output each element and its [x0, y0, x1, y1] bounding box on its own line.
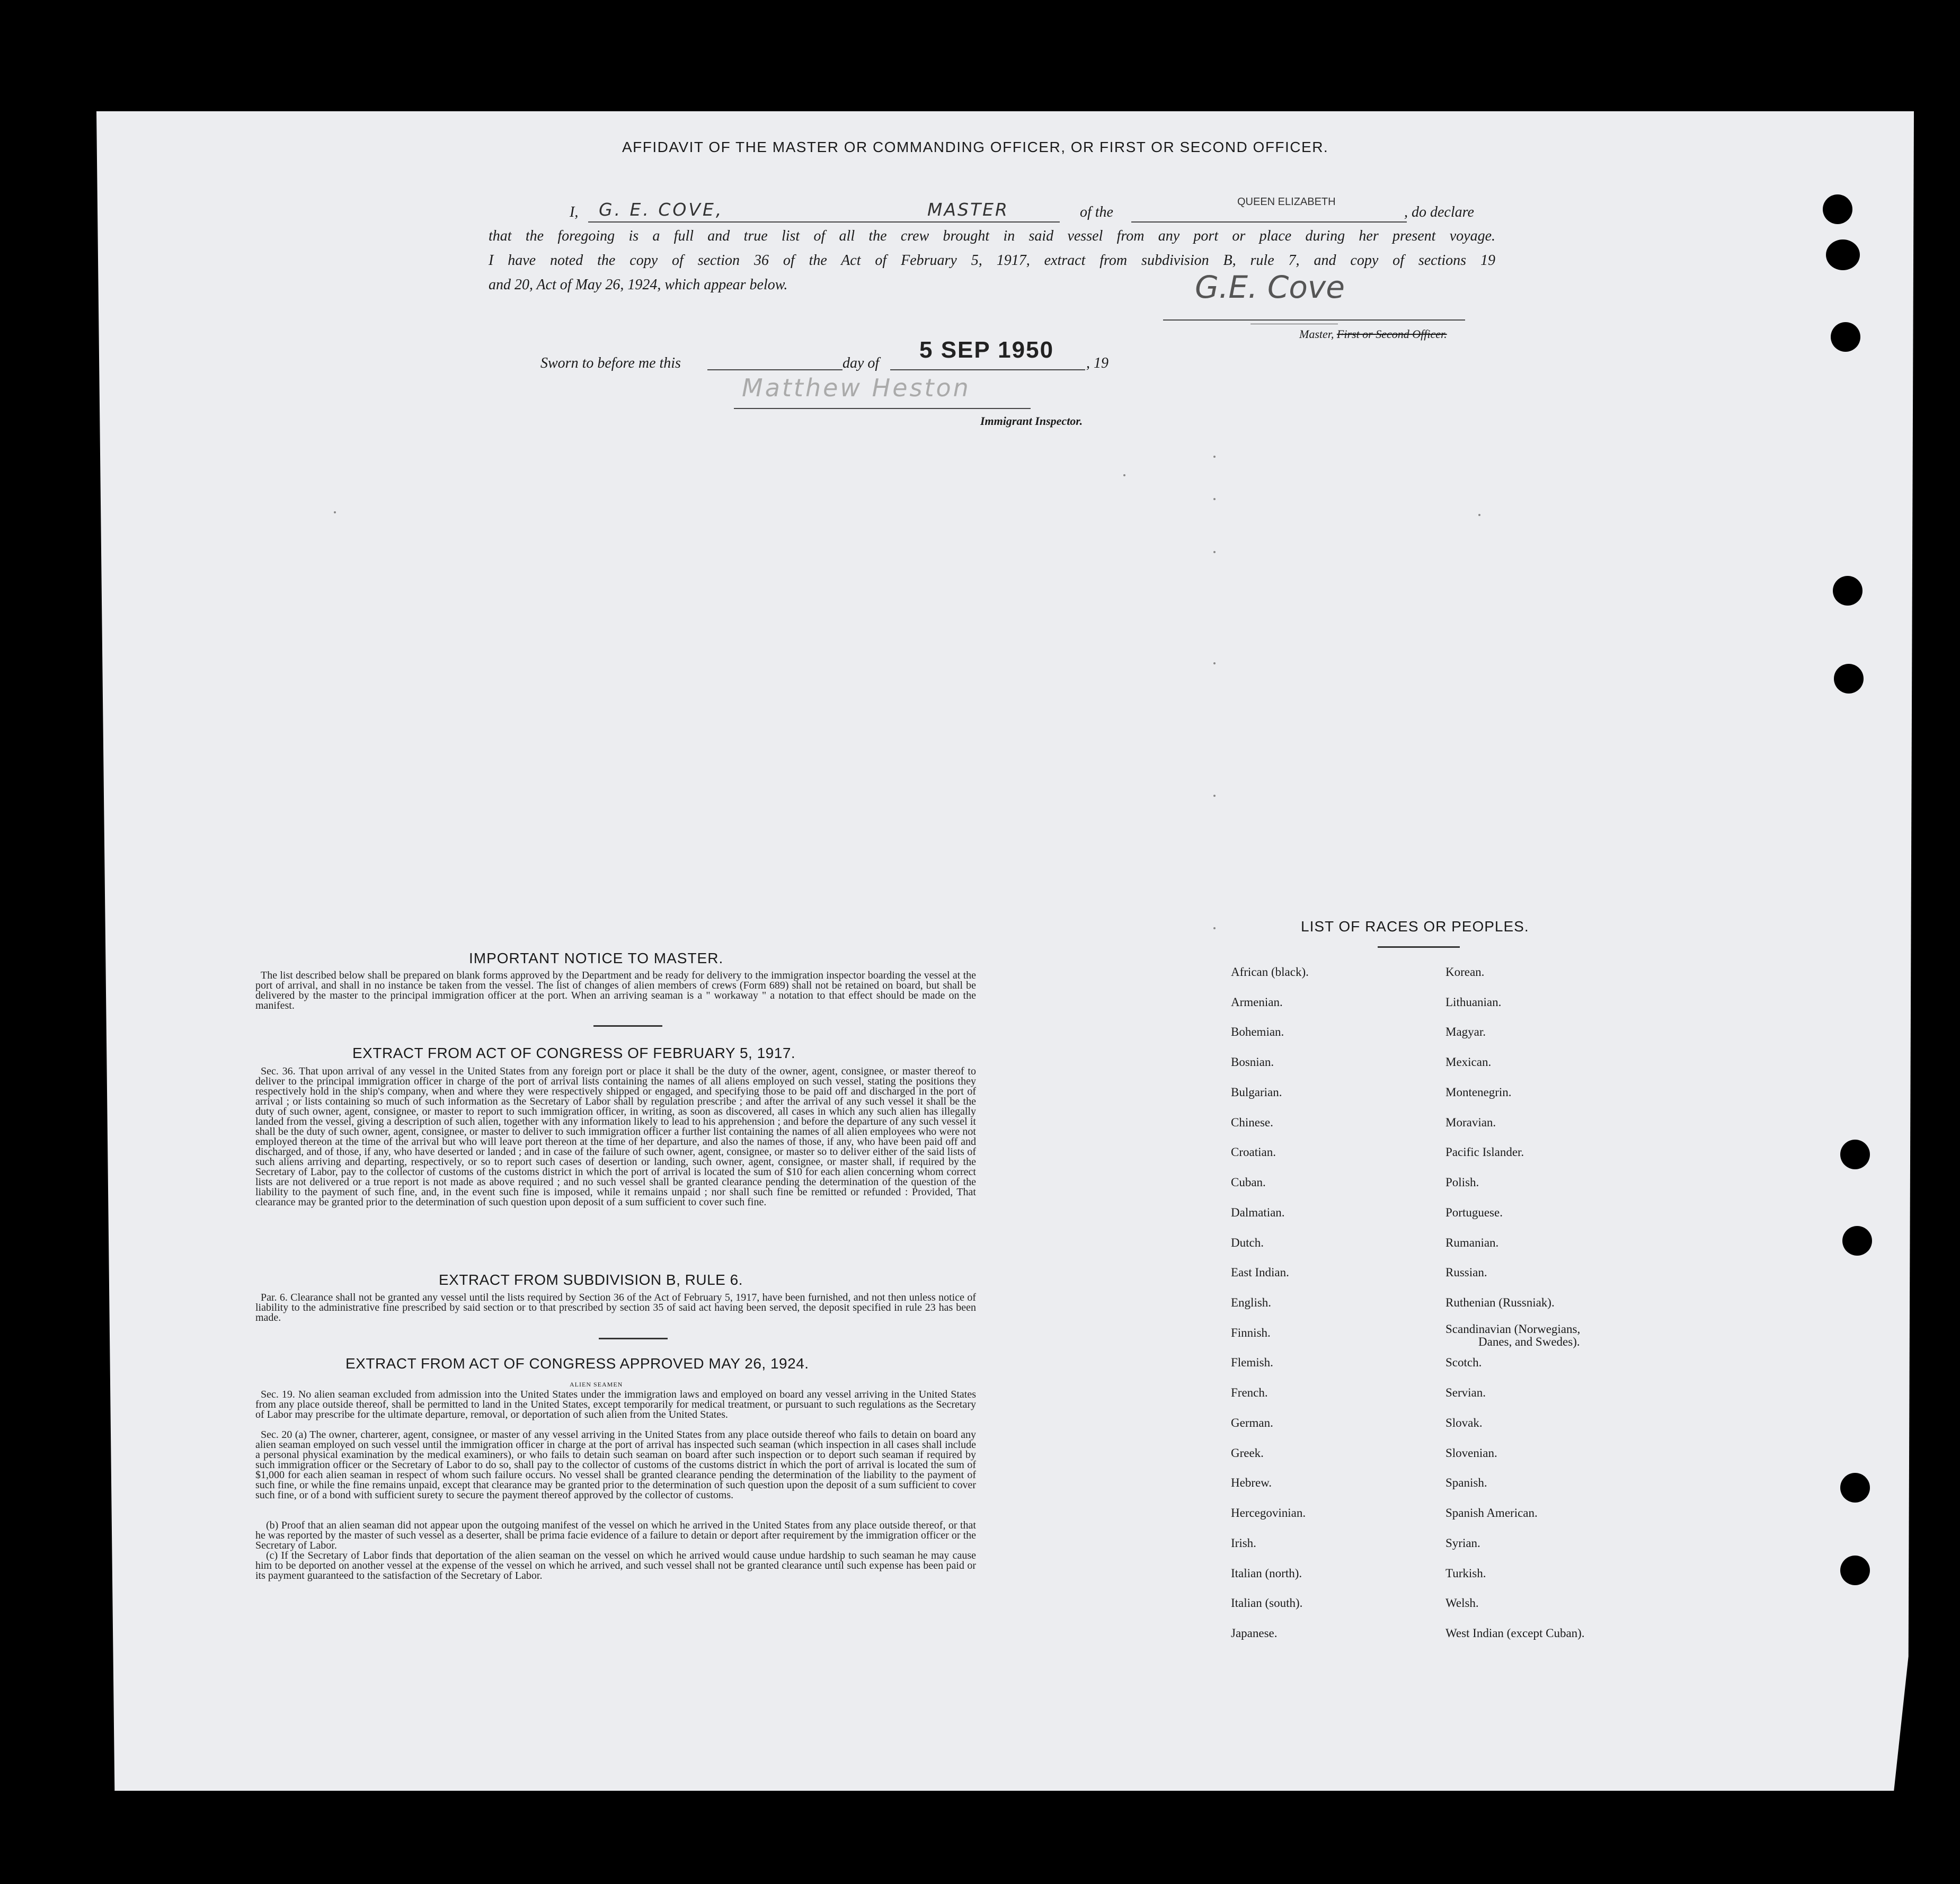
guide-dot: [1213, 662, 1216, 664]
race-right: Lithuanian.: [1445, 996, 1502, 1009]
guide-dot: [1478, 514, 1480, 516]
guide-dot: [1213, 456, 1216, 458]
race-left: English.: [1231, 1296, 1272, 1309]
date-stamp: 5 SEP 1950: [919, 337, 1054, 363]
race-right: Scandinavian (Norwegians,: [1445, 1322, 1581, 1336]
race-right: West Indian (except Cuban).: [1445, 1627, 1585, 1640]
notice-title: IMPORTANT NOTICE TO MASTER.: [469, 950, 724, 966]
extract-rule6-title: EXTRACT FROM SUBDIVISION B, RULE 6.: [439, 1272, 743, 1288]
guide-dot: [1123, 474, 1125, 476]
affidavit-line-4: and 20, Act of May 26, 1924, which appear below.: [489, 277, 788, 293]
race-right: Turkish.: [1445, 1567, 1486, 1580]
punch-hole: [1842, 1226, 1872, 1256]
race-left: Italian (north).: [1231, 1567, 1302, 1580]
race-left: East Indian.: [1231, 1266, 1289, 1279]
extract-1924-p1: Sec. 19. No alien seaman excluded from admission into the United States under the immigration laws and employed on board any vessel arriving in the United States from any place outside thereof, shall be permitted to land in the United States, except temporarily for medical treatment, or pursuant to such regulations as the Secretary of Labor may prescribe for the ultimate departure, removal, or deportation of such alien from the United States.: [255, 1389, 976, 1420]
sworn-date-line: [890, 369, 1085, 370]
race-right: Spanish.: [1445, 1476, 1487, 1489]
punch-hole: [1840, 1140, 1870, 1169]
signer-caption: [1299, 327, 1447, 341]
race-right: Slovak.: [1445, 1416, 1483, 1429]
sworn-day-line: [707, 369, 842, 370]
extract-1924-p2: Sec. 20 (a) The owner, charterer, agent, consignee, or master of any vessel arriving in the United States from any place outside thereof who fails to detain on board any alien seaman employed on such vessel until the immigration officer in charge at the port of arrival has inspected such seaman (which inspection in all cases shall include a personal physical examination by the medical examiners), or who fails to detain such seaman on board after such inspection or to deport such seaman if required by such immigration officer or the Secretary of Labor to do so, shall pay to the collector of customs of the customs district in which the port of arrival is located the sum of $1,000 for each alien seaman in respect of whom such failure occurs. No vessel shall be granted clearance pending the determination of the liability to the payment of such fine, or while the fine remains unpaid, except that clearance may be granted prior to the determination of such question upon the deposit of a sum sufficient to cover such fine, or of a bond with sufficient surety to secure the payment thereof approved by the collector of customs.: [255, 1429, 976, 1501]
guide-dot: [1213, 927, 1216, 929]
divider: [593, 1025, 662, 1027]
affidavit-heading: AFFIDAVIT OF THE MASTER OR COMMANDING OFFICER, OR FIRST OR SECOND OFFICER.: [622, 139, 1329, 155]
race-right-continued: Danes, and Swedes).: [1478, 1335, 1580, 1348]
punch-hole: [1826, 239, 1860, 270]
race-left: Hebrew.: [1231, 1476, 1272, 1489]
race-left: Croatian.: [1231, 1145, 1276, 1159]
master-caption: Master,: [1299, 327, 1334, 341]
punch-hole: [1831, 322, 1860, 352]
punch-hole: [1833, 576, 1863, 606]
race-right: Servian.: [1445, 1386, 1486, 1399]
punch-hole: [1834, 664, 1864, 694]
guide-dot: [1213, 551, 1216, 553]
alien-seamen-subtitle: ALIEN SEAMEN: [570, 1381, 623, 1388]
race-right: Magyar.: [1445, 1025, 1486, 1038]
master-name: G. E. COVE,: [599, 199, 724, 220]
race-left: Bulgarian.: [1231, 1086, 1282, 1099]
race-left: Chinese.: [1231, 1116, 1273, 1129]
race-left: Finnish.: [1231, 1326, 1271, 1339]
race-left: Greek.: [1231, 1446, 1264, 1460]
affidavit-of-the: of the: [1080, 204, 1113, 220]
extract-1917-body: Sec. 36. That upon arrival of any vessel in the United States from any foreign port or place it shall be the duty of the owner, agent, consignee, or master thereof to deliver to the principal immigration officer in charge of the port of arrival lists containing the names of all aliens employed on such vessel, stating the positions they respectively hold in the ship's company, when and where they were respectively shipped or engaged, and specifying those to be paid off and discharged in the port of arrival ; or lists containing so much of such information as the Secretary of Labor shall by regulation prescribe ; and after the arrival of any such vessel it shall be the duty of such owner, agent, consignee, or master to report to such immigration officer, in writing, as soon as discovered, all cases in which any such alien has illegally landed from the vessel, giving a description of such alien, together with any information likely to lead to his apprehension ; and before the departure of any such vessel it shall be the duty of such owner, agent, consignee, or master to deliver to such immigration officer a further list containing the names of all alien employees who were not employed thereon at the time of the arrival but who will leave port thereon at the time of her departure, and also the names of those, if any, who have been paid off and discharged, and of those, if any, who have deserted or landed ; and in case of the failure of such owner, agent, consignee, or master so to deliver either of the said lists of such aliens arriving and departing, respectively, or so to report such cases of desertion or landing, such owner, agent, consignee, or master shall, if required by the Secretary of Labor, pay to the collector of customs of the customs district in which the port of arrival is located the sum of $10 for each alien concerning whom correct lists are not delivered or a true report is not made as above required ; and no such vessel shall be granted clearance pending the determination of the question of the liability to the payment of such fine, and, in the event such fine is imposed, while it remains unpaid ; nor shall such fine be remitted or refunded : Provided, That clearance may be granted prior to the determination of such question upon deposit of a sum sufficient to cover such fine.: [255, 1065, 976, 1208]
race-right: Mexican.: [1445, 1055, 1492, 1069]
race-left: French.: [1231, 1386, 1268, 1399]
race-left: Japanese.: [1231, 1627, 1278, 1640]
race-right: Ruthenian (Russniak).: [1445, 1296, 1555, 1309]
race-right: Moravian.: [1445, 1116, 1496, 1129]
races-title: LIST OF RACES OR PEOPLES.: [1301, 918, 1529, 935]
race-left: Bohemian.: [1231, 1025, 1284, 1038]
struck-caption: First or Second Officer.: [1336, 327, 1447, 341]
signature-line: [1163, 319, 1465, 321]
affidavit-i: I,: [570, 204, 579, 220]
extract-1924-p3: (b) Proof that an alien seaman did not appear upon the outgoing manifest of the vessel on which he arrived in the United States from any place outside thereof, or that he was reported by the master of such vessel as a deserter, shall be prima facie evidence of a failure to detain or deport after requirement by the immigration officer or the Secretary of Labor.: [255, 1519, 976, 1551]
punch-hole: [1840, 1473, 1870, 1503]
race-left: Flemish.: [1231, 1356, 1273, 1369]
divider: [1378, 946, 1460, 948]
race-left: Dutch.: [1231, 1236, 1264, 1249]
punch-hole: [1840, 1556, 1870, 1585]
extract-1924-p4: (c) If the Secretary of Labor finds that deportation of the alien seaman on the vessel on which he arrived would cause undue hardship to such seaman he may cause him to be deported on another vessel at the expense of the vessel on which he arrived, and such vessel shall not be granted clearance until such expense has been paid or its payment guaranteed to the satisfaction of the Secretary of Labor.: [255, 1550, 976, 1581]
race-left: Italian (south).: [1231, 1596, 1303, 1610]
race-right: Syrian.: [1445, 1536, 1480, 1550]
race-right: Korean.: [1445, 965, 1485, 979]
race-right: Portuguese.: [1445, 1206, 1503, 1219]
master-signature: G.E. Cove: [1195, 269, 1345, 305]
race-left: German.: [1231, 1416, 1273, 1429]
sworn-text: Sworn to before me this: [540, 355, 681, 371]
race-right: Rumanian.: [1445, 1236, 1499, 1249]
race-right: Montenegrin.: [1445, 1086, 1512, 1099]
race-left: Dalmatian.: [1231, 1206, 1285, 1219]
guide-dot: [1213, 795, 1216, 797]
sworn-year: , 19: [1086, 355, 1108, 371]
affidavit-declare: , do declare: [1404, 204, 1474, 220]
sworn-day-of: day of: [842, 355, 880, 371]
vessel-line: [1131, 221, 1407, 223]
notice-body: The list described below shall be prepared on blank forms approved by the Department and be ready for delivery to the immigration inspector boarding the vessel at the port of arrival, and shall in no instance be taken from the vessel. The list of changes of alien members of crews (Form 689) shall not be retained on board, but shall be delivered by the master to the principal immigration officer at the port. When an arriving seaman is a " workaway " a notation to that effect should be made on the manifest.: [255, 970, 976, 1011]
race-right: Welsh.: [1445, 1596, 1479, 1610]
race-left: Bosnian.: [1231, 1055, 1274, 1069]
extract-1924-title: EXTRACT FROM ACT OF CONGRESS APPROVED MAY 26, 1924.: [345, 1355, 809, 1372]
race-left: Irish.: [1231, 1536, 1256, 1550]
race-left: Armenian.: [1231, 996, 1283, 1009]
race-left: African (black).: [1231, 965, 1309, 979]
race-right: Scotch.: [1445, 1356, 1482, 1369]
extract-rule6-body: Par. 6. Clearance shall not be granted any vessel until the lists required by Section 36 of the Act of February 5, 1917, have been furnished, and not then unless notice of liability to the administrative fine prescribed by said section or to that prescribed by section 35 of said act having been served, the deposit specified in rule 23 has been made.: [255, 1292, 976, 1323]
affidavit-line-2: that the foregoing is a full and true list of all the crew brought in said vessel from any port or place during her present voyage.: [489, 228, 1495, 244]
guide-dot: [334, 511, 336, 513]
race-right: Pacific Islander.: [1445, 1145, 1524, 1159]
master-rank: MASTER: [927, 199, 1009, 220]
inspector-line: [734, 408, 1031, 409]
vessel-name: QUEEN ELIZABETH: [1237, 196, 1336, 208]
extract-1917-title: EXTRACT FROM ACT OF CONGRESS OF FEBRUARY 5, 1917.: [352, 1045, 796, 1061]
guide-dot: [1213, 498, 1216, 500]
race-left: Cuban.: [1231, 1176, 1266, 1189]
divider: [599, 1338, 668, 1339]
race-right: Polish.: [1445, 1176, 1479, 1189]
punch-hole: [1823, 194, 1852, 224]
inspector-signature: Matthew Heston: [742, 374, 971, 402]
name-line: [588, 221, 1060, 223]
race-right: Slovenian.: [1445, 1446, 1497, 1460]
race-left: Hercegovinian.: [1231, 1506, 1306, 1519]
race-right: Spanish American.: [1445, 1506, 1538, 1519]
affidavit-line-3: I have noted the copy of section 36 of the Act of February 5, 1917, extract from subdivision B, rule 7, and copy of sections 19: [489, 252, 1495, 269]
inspector-caption: Immigrant Inspector.: [980, 414, 1083, 428]
race-right: Russian.: [1445, 1266, 1487, 1279]
